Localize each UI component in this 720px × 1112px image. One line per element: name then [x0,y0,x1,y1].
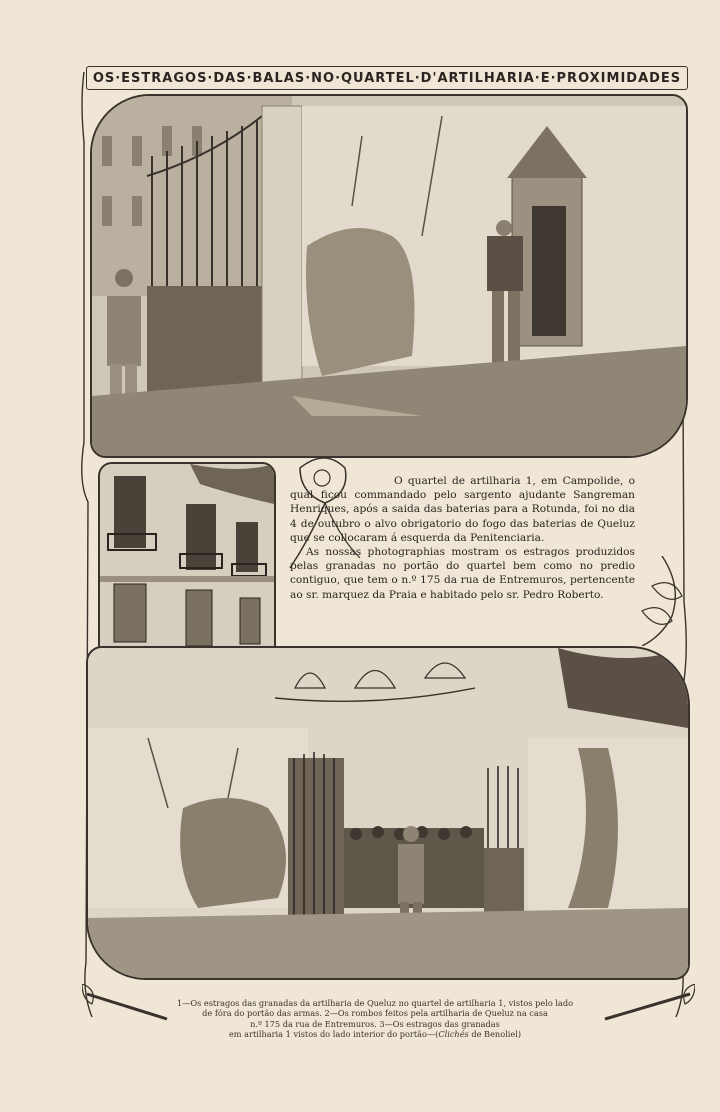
caption-line-1: 1—Os estragos das granadas da artilharia de Queluz no quartel de artilharia 1, vistos pelo lado [176,998,574,1008]
article-paragraph-2: As nossas photographias mostram os estragos produzidos pelas granadas no portão do quartel bem como no predio contiguo, que tem o n.º 175 da rua de Entremuros, pertencente ao sr. marquez da Praia e habitado pelo sr. Pedro Roberto. [290,546,635,601]
caption-line-2: de fóra do portão das armas. 2—Os rombos feitos pela artilharia de Queluz na casa [202,1008,548,1019]
torch-ornament-right [600,984,695,1024]
page-title: OS·ESTRAGOS·DAS·BALAS·NO·QUARTEL·D'ARTILHARIA·E·PROXIMIDADES [86,66,688,90]
photo-damaged-gate-exterior [90,94,688,458]
caption-line-3: n.º 175 da rua de Entremuros. 3—Os estragos das granadas [250,1018,500,1029]
torch-ornament-left [82,984,172,1024]
photo-gate-interior-crowd [86,646,690,980]
article-paragraph-1: O quartel de artilharia 1, em Campolide, o qual ficou commandado pelo sargento ajudante Sangreman Henriques, após a saida das baterias para a Rotunda, foi no dia 4 de outubro o alvo obrigatorio do fogo das baterias de Queluz que se collocaram á esquerda da Penitenciaria. [290,475,635,544]
article-body [290,474,635,602]
photo-caption [160,998,590,1040]
caption-line-4: em artilharia 1 vistos do lado interior do portão—(Clichés de Benoliel) [228,1029,522,1040]
floral-ornament-right [632,556,692,646]
